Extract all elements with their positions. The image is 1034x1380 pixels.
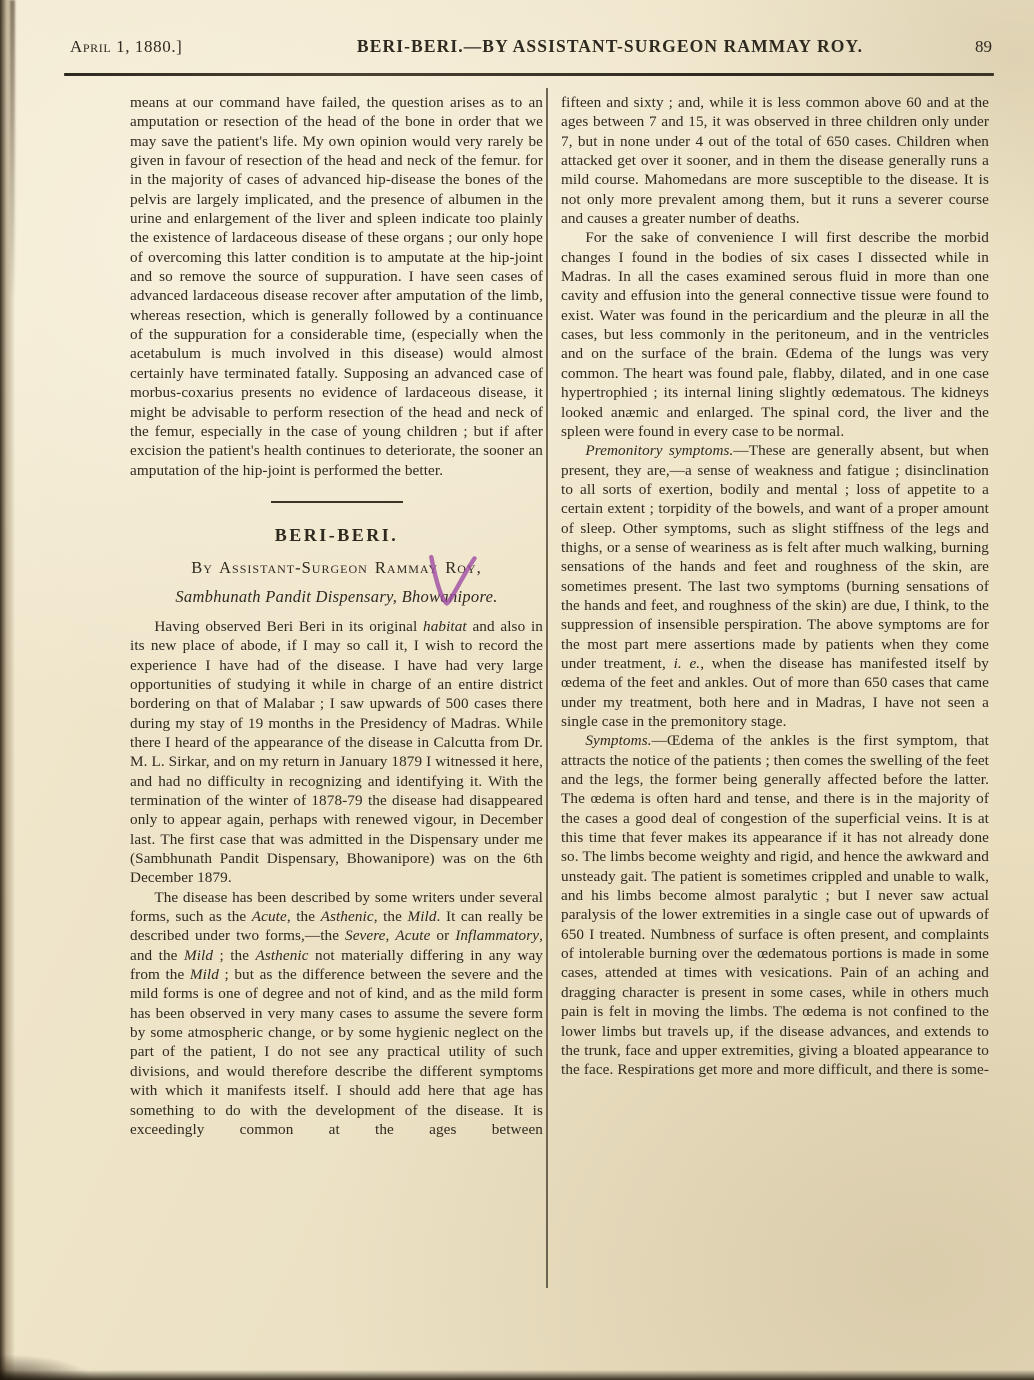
- article-paragraph: Premonitory symptoms.—These are generally absent, but when present, they are,—a sense of weakness and fatigue ; disinclination to all sorts of exertion, bodily and mental ; loss of appetite to a certain extent ; torpidity of the bowels, and want of a proper amount of sleep. Other symptoms, such as slight stiffness of the legs and thighs, or a sense of weariness as is felt after much walking, burning sensations of the hands and feet and roughness of the skin, are sometimes present. The last two symptoms (burning sensations of the hands and feet, and roughness of the skin) are due, I think, to the suppression of insensible perspiration. The above symptoms are for the most part mere assertions made by patients when they come under treatment, i. e., when the disease has manifested itself by œdema of the feet and ankles. Out of more than 650 cases that came under my treatment, both here and in Madras, I have not seen a single case in the premonitory stage.: [561, 442, 989, 730]
- section-divider-rule: [271, 501, 403, 503]
- article-paragraph: For the sake of convenience I will first describe the morbid changes I found in the bodies of six cases I dissected while in Madras. In all the cases examined serous fluid in more than one cavity and effusion into the general connective tissue were found to exist. Water was found in the pericardium and the pleuræ in all the cases, but less commonly in the peritoneum, and in the ventricles and on the surface of the brain. Œdema of the lungs was very common. The heart was found pale, flabby, dilated, and in one case hypertrophied ; its internal lining slightly œdematous. The kidneys looked anæmic and enlarged. The spinal cord, the liver and the spleen were found in every case to be normal.: [561, 229, 989, 440]
- article-paragraph: Symptoms.—Œdema of the ankles is the first symptom, that attracts the notice of the patients ; then comes the swelling of the feet and the legs, the former being generally affected before the latter. The œdema is often hard and tense, and there is in the majority of the cases a good deal of congestion of the superficial veins. It is at this time that fever makes its appearance if it has not already done so. The limbs become weighty and rigid, and hence the awkward and unsteady gait. The patient is sometimes crippled and unable to walk, and his limbs become almost paralytic ; but I never saw actual paralysis of the lower extremities in a single case out of upwards of 650 I treated. Numbness of surface is often present, and complaints of intolerable burning over the œdematous portions is made in some cases, attended at times with vesications. Pain of an aching and dragging character is present in some cases, while in others much pain is felt in moving the limbs. The œdema is not confined to the lower limbs but travels up, if the disease advances, and extends to the trunk, face and upper extremities, giving a bloated appearance to the face. Respirations get more and more difficult, and there is some-: [561, 732, 989, 1079]
- article-paragraph: The disease has been described by some writers under several forms, such as the Acute, the Asthenic, the Mild. It can really be described under two forms,—the Severe, Acute or Inflammatory, and the Mild ; the Asthenic not materially differing in any way from the Mild ; but as the difference between the severe and the mild forms is one of degree and not of kind, and as the mild form has been observed in very many cases to assume the severe form by some atmospheric change, or by some hygienic neglect on the part of the patient, I do not see any practical utility of such divisions, and would therefore describe the different symptoms with which it manifests itself. I should add here that age has something to do with the development of the disease. It is exceedingly common at the ages between: [130, 888, 543, 1138]
- column-divider-rule: [546, 88, 548, 1288]
- right-column: [561, 93, 989, 1080]
- article-byline: By Assistant-Surgeon Rammay Roy,: [191, 558, 482, 578]
- left-column: [130, 93, 543, 1139]
- page-bottom-edge: [0, 1370, 1034, 1380]
- page-number: 89: [975, 37, 992, 56]
- header-rule: [64, 73, 994, 76]
- article-title: BERI-BERI.: [274, 524, 399, 545]
- binding-crease: [10, 0, 15, 300]
- article-affiliation: Sambhunath Pandit Dispensary, Bhowanipore.: [175, 586, 498, 606]
- article-paragraph: Having observed Beri Beri in its original habitat and also in its new place of abode, if I may so call it, I wish to record the experience I have had of the disease. I have had very large opportunities of studying it while in charge of an entire district bordering on that of Malabar ; I saw upwards of 500 cases there during my stay of 19 months in the Presidency of Madras. While there I heard of the appearance of the disease in Calcutta from Dr. M. L. Sirkar, and on my return in January 1879 I witnessed it here, and had no difficulty in recognizing and identifying it. With the termination of the winter of 1878-79 the disease had disappeared only to appear again, perhaps with renewed vigour, in December last. The first case that was admitted in the Dispensary under me (Sambhunath Pandit Dispensary, Bhowanipore) was on the 6th December 1879.: [130, 617, 543, 887]
- issue-date: April 1, 1880.]: [70, 37, 183, 56]
- running-title: BERI-BERI.—BY ASSISTANT-SURGEON RAMMAY ROY.: [356, 36, 864, 56]
- page-header: [70, 36, 992, 57]
- continuation-paragraph: fifteen and sixty ; and, while it is less common above 60 and at the ages between 7 and 15, it was observed in three children only under 7, but in none under 4 out of the total of 650 cases. Children when attacked get over it sooner, and in them the disease generally runs a mild course. Mahomedans are more susceptible to the disease. It is not only more prevalent among them, but it runs a severer course and causes a greater number of deaths.: [561, 94, 989, 228]
- continuation-paragraph: means at our command have failed, the question arises as to an amputation or resection of the head of the bone in order that we may save the patient's life. My own opinion would very rarely be given in favour of resection of the head and neck of the femur. for in the majority of cases of advanced hip-disease the bones of the pelvis are largely implicated, and the presence of albumen in the urine and enlargement of the liver and spleen indicate too plainly the existence of lardaceous disease of these organs ; our only hope of overcoming this latter condition is to amputate at the hip-joint and so remove the source of suppuration. I have seen cases of advanced lardaceous disease recover after amputation of the limb, whereas resection, which is generally followed by a continuance of the suppuration for a considerable time, (especially when the acetabulum is much involved in this disease) would almost certainly have terminated fatally. Supposing an advanced case of morbus-coxarius presents no evidence of lardaceous disease, it might be advisable to perform resection of the head and neck of the femur, especially in the case of young children ; but if after excision the patient's health continues to deteriorate, the sooner an amputation of the hip-joint is performed the better.: [130, 94, 543, 479]
